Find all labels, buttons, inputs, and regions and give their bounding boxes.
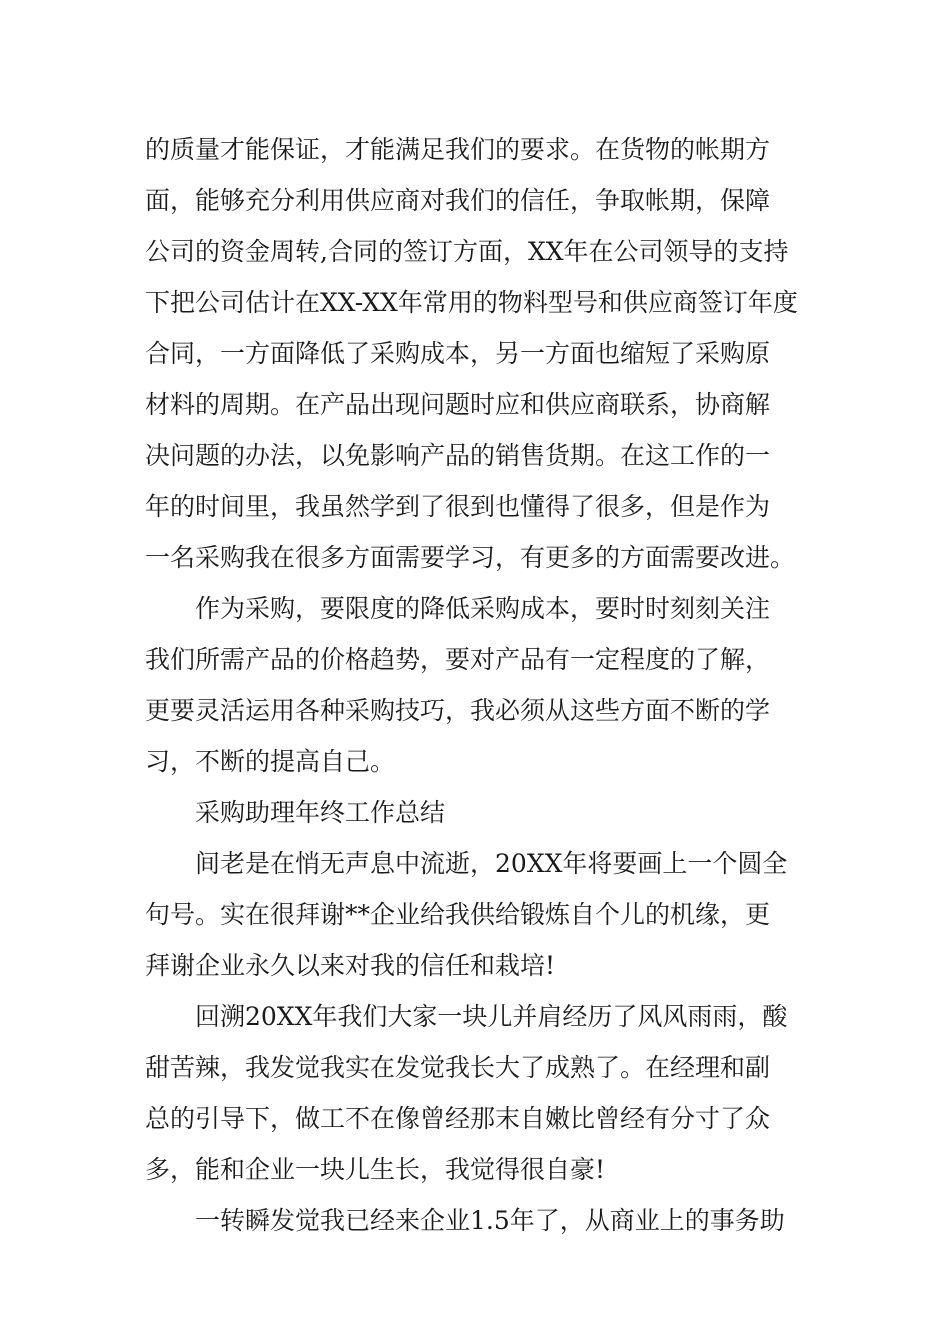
text-line: 的质量才能保证，才能满足我们的要求。在货物的帐期方 <box>145 135 771 164</box>
text-line: 年的时间里，我虽然学到了很到也懂得了很多，但是作为 <box>145 492 771 521</box>
text-line: 决问题的办法，以免影响产品的销售货期。在这工作的一 <box>145 441 771 470</box>
text-line: 习，不断的提高自己。 <box>145 747 396 776</box>
text-line: 合同，一方面降低了采购成本，另一方面也缩短了采购原 <box>145 339 771 368</box>
paragraph-start-line: 一转瞬发觉我已经来企业1.5年了，从商业上的事务助 <box>195 1206 785 1235</box>
text-line: 句号。实在很拜谢**企业给我供给锻炼自个儿的机缘，更 <box>145 900 771 929</box>
text-line: 甜苦辣，我发觉我实在发觉我长大了成熟了。在经理和副 <box>145 1053 771 1082</box>
text-line: 更要灵活运用各种采购技巧，我必须从这些方面不断的学 <box>145 696 771 725</box>
paragraph-start-line: 间老是在悄无声息中流逝，20XX年将要画上一个圆全 <box>195 849 788 878</box>
text-line: 我们所需产品的价格趋势，要对产品有一定程度的了解， <box>145 645 771 674</box>
text-line: 材料的周期。在产品出现问题时应和供应商联系，协商解 <box>145 390 771 419</box>
section-heading: 采购助理年终工作总结 <box>195 798 446 827</box>
text-line: 下把公司估计在XX-XX年常用的物料型号和供应商签订年度 <box>145 288 798 317</box>
paragraph-start-line: 回溯20XX年我们大家一块儿并肩经历了风风雨雨，酸 <box>195 1002 788 1031</box>
paragraph-start-line: 作为采购，要限度的降低采购成本，要时时刻刻关注 <box>195 594 771 623</box>
text-line: 总的引导下，做工不在像曾经那末自嫩比曾经有分寸了众 <box>145 1104 771 1133</box>
text-line: 拜谢企业永久以来对我的信任和栽培! <box>145 951 556 980</box>
text-line: 公司的资金周转,合同的签订方面，XX年在公司领导的支持 <box>145 237 789 266</box>
text-line: 多，能和企业一块儿生长，我觉得很自豪! <box>145 1155 606 1184</box>
text-line: 面，能够充分利用供应商对我们的信任，争取帐期，保障 <box>145 186 771 215</box>
text-line: 一名采购我在很多方面需要学习，有更多的方面需要改进。 <box>145 543 796 572</box>
